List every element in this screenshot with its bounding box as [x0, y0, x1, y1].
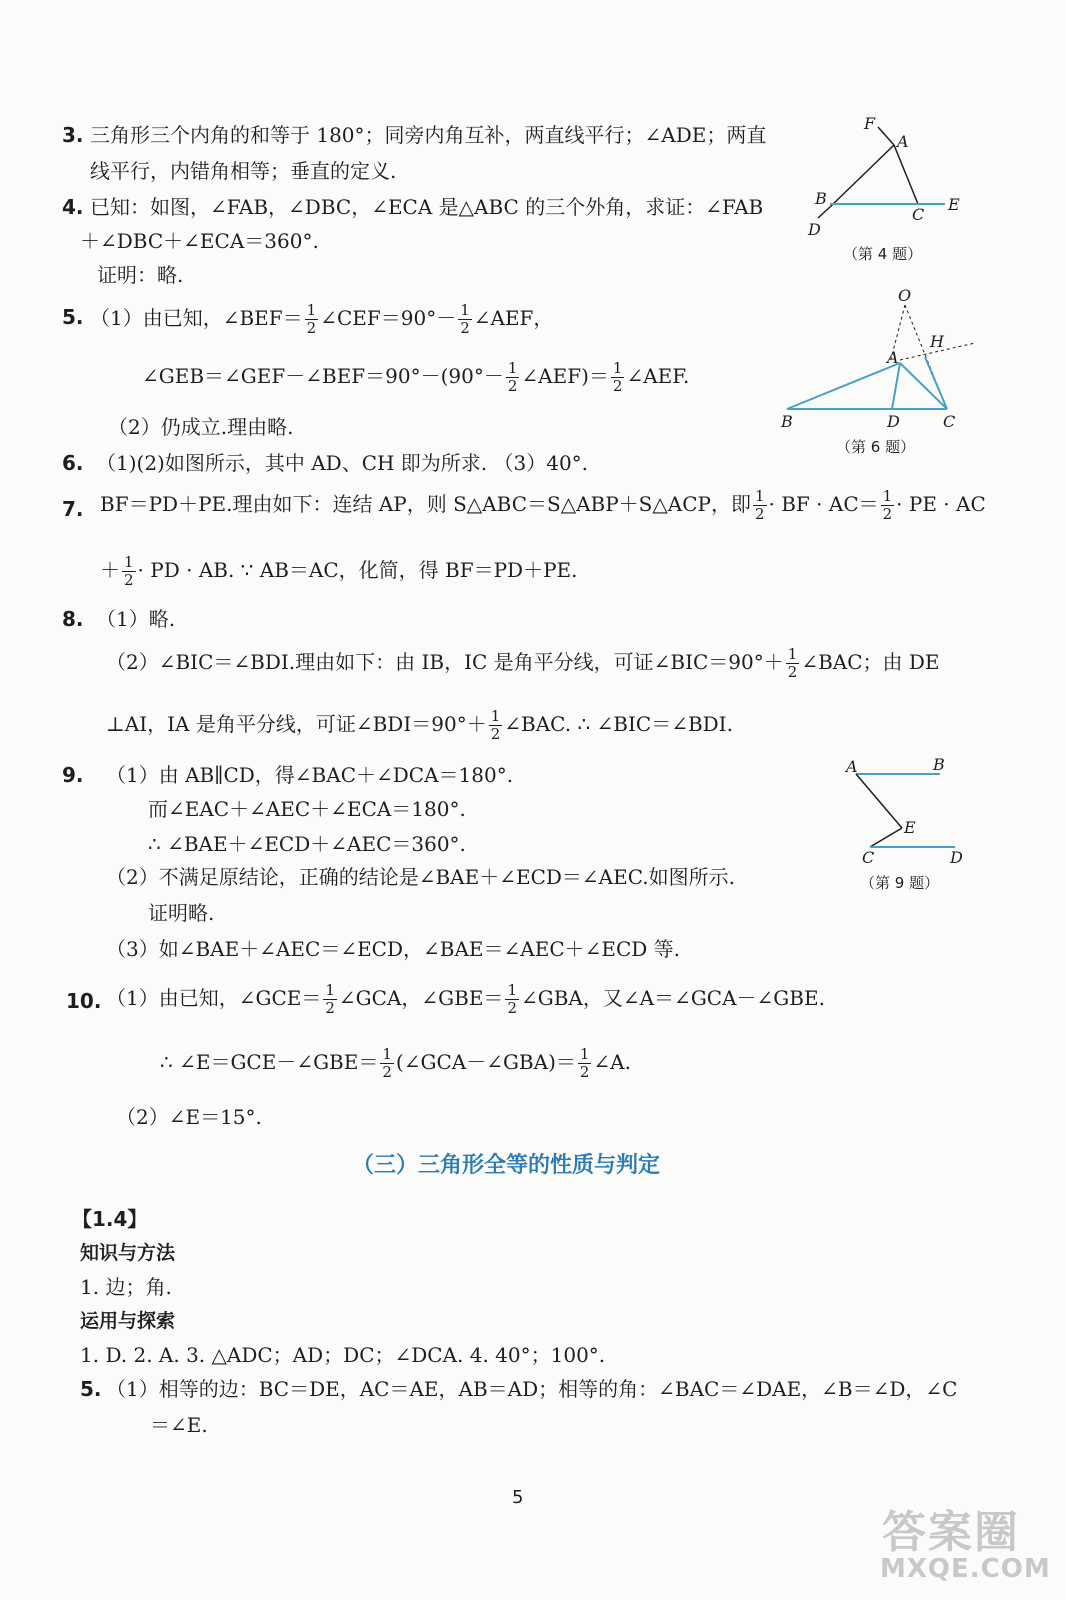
q5-number: 5.	[62, 305, 84, 329]
q9-line4: （2）不满足原结论，正确的结论是∠BAE＋∠ECD＝∠AEC.如图所示.	[106, 865, 736, 889]
s14-q5-line1: （1）相等的边：BC＝DE，AC＝AE，AB＝AD；相等的角：∠BAC＝∠DAE，∠B＝∠D，∠C	[106, 1377, 958, 1401]
fig6-caption: （第 6 题）	[836, 438, 916, 456]
section-title: （三）三角形全等的性质与判定	[352, 1153, 661, 1178]
fraction-half: $\frac{1}{2}$	[612, 359, 623, 395]
watermark-url: MXQE.COM	[880, 1554, 1051, 1584]
fraction-half: $\frac{1}{2}$	[490, 707, 501, 743]
q5-line1-a: （1）由已知，∠BEF＝	[90, 306, 303, 330]
fig4-label-B: B	[815, 189, 827, 208]
q5-line3: （2）仍成立.理由略.	[108, 415, 294, 439]
q7-line2	[100, 550, 578, 590]
q8-line2-a: （2）∠BIC＝∠BDI.理由如下：由 IB，IC 是角平分线，可证∠BIC＝90°＋	[106, 650, 784, 674]
page-number: 5	[512, 1487, 524, 1508]
section-tag: 【1.4】	[72, 1207, 148, 1231]
fig4-label-E: E	[948, 195, 960, 214]
q9-line5: 证明略.	[148, 901, 215, 925]
q3-number: 3.	[62, 123, 84, 147]
fig4-caption: （第 4 题）	[843, 245, 923, 263]
q5-line2-c: ∠AEF.	[626, 364, 690, 388]
q8-line2	[106, 642, 940, 682]
fraction-half: $\frac{1}{2}$	[382, 1045, 392, 1081]
q6-number: 6.	[62, 451, 84, 475]
q10-line2-a: ∴ ∠E＝GCE－∠GBE＝	[160, 1050, 379, 1074]
q9-line2: 而∠EAC＋∠AEC＋∠ECA＝180°.	[148, 797, 466, 821]
fig6-label-H: H	[930, 332, 944, 351]
fig4-label-C: C	[912, 205, 925, 224]
q10-line2-b: (∠GCA－∠GBA)＝	[395, 1050, 576, 1074]
fig9-label-B: B	[933, 755, 945, 774]
q10-line1-b: ∠GCA，∠GBE＝	[338, 986, 504, 1010]
q10-line3: （2）∠E＝15°.	[116, 1105, 262, 1129]
fraction-half: $\frac{1}{2}$	[579, 1045, 590, 1081]
q7-line2-plus: ＋	[100, 558, 120, 582]
fig6-label-O: O	[898, 286, 912, 305]
q10-number: 10.	[66, 989, 102, 1013]
s14-q1: 1. 边；角.	[80, 1275, 172, 1299]
q10-line2-c: ∠A.	[593, 1050, 631, 1074]
q5-line1-c: ∠AEF，	[473, 306, 554, 330]
q7-line1	[100, 484, 986, 524]
q8-line2-b: ∠BAC；由 DE	[801, 650, 940, 674]
q5-line2-b: ∠AEF)＝	[521, 364, 609, 388]
q10-line1-a: （1）由已知，∠GCE＝	[106, 986, 322, 1010]
fraction-half: $\frac{1}{2}$	[754, 487, 765, 523]
fig6-label-A: A	[887, 348, 899, 367]
s14-answers: 1. D. 2. A. 3. △ADC；AD；DC；∠DCA. 4. 40°；100°.	[80, 1343, 606, 1367]
fig4-label-F: F	[864, 114, 876, 133]
q7-line1-a: BF＝PD＋PE.理由如下：连结 AP，则 S△ABC＝S△ABP＋S△ACP，即	[100, 492, 751, 516]
q7-line2-e: · PD · AB. ∵ AB＝AC，化简，得 BF＝PD＋PE.	[137, 558, 578, 582]
q5-line2	[142, 356, 689, 396]
fraction-half: $\frac{1}{2}$	[882, 487, 893, 523]
q8-line3	[106, 704, 733, 744]
q9-line3: ∴ ∠BAE＋∠ECD＋∠AEC＝360°.	[148, 832, 466, 856]
q4-line3: 证明：略.	[97, 263, 184, 287]
fraction-half: $\frac{1}{2}$	[306, 301, 317, 337]
fraction-half: $\frac{1}{2}$	[787, 645, 798, 681]
q4-line2: ＋∠DBC＋∠ECA＝360°.	[80, 229, 319, 253]
fraction-half: $\frac{1}{2}$	[507, 359, 518, 395]
q8-line3-a: ⊥AI，IA 是角平分线，可证∠BDI＝90°＋	[106, 712, 487, 736]
fraction-half: $\frac{1}{2}$	[460, 301, 470, 337]
s14-q5-line2: ＝∠E.	[150, 1413, 208, 1437]
q4-number: 4.	[62, 195, 84, 219]
q9-line1: （1）由 AB∥CD，得∠BAC＋∠DCA＝180°.	[106, 763, 514, 787]
fig9-label-A: A	[846, 757, 858, 776]
q8-line1: （1）略.	[96, 607, 176, 631]
fig9-label-E: E	[904, 818, 916, 837]
q10-line2	[160, 1042, 631, 1082]
q3-line1: 三角形三个内角的和等于 180°；同旁内角互补，两直线平行；∠ADE；两直	[90, 123, 767, 147]
fig6-label-B: B	[781, 412, 793, 431]
q8-line3-b: ∠BAC. ∴ ∠BIC＝∠BDI.	[504, 712, 733, 736]
fig9-label-C: C	[862, 848, 875, 867]
q3-line2: 线平行，内错角相等；垂直的定义.	[90, 159, 397, 183]
fraction-half: $\frac{1}{2}$	[325, 981, 335, 1017]
q7-number: 7.	[62, 497, 84, 521]
watermark-logo: 答案圈	[882, 1507, 1020, 1558]
heading-apply-explore: 运用与探索	[80, 1310, 176, 1332]
q10-line1	[106, 978, 825, 1018]
q5-line1	[90, 298, 553, 338]
fig6-label-C: C	[943, 412, 956, 431]
fig4-label-D: D	[808, 220, 821, 239]
figure-6	[775, 285, 995, 435]
q10-line1-c: ∠GBA，又∠A＝∠GCA－∠GBE.	[520, 986, 825, 1010]
figure-9	[840, 750, 980, 870]
q4-line1: 已知：如图，∠FAB，∠DBC，∠ECA 是△ABC 的三个外角，求证：∠FAB	[90, 195, 764, 219]
q5-line2-a: ∠GEB＝∠GEF－∠BEF＝90°－(90°－	[142, 364, 504, 388]
fig9-caption: （第 9 题）	[860, 874, 940, 892]
q7-line1-c: · PE · AC	[896, 492, 986, 516]
q7-line1-b: · BF · AC＝	[768, 492, 879, 516]
q6-line: （1)(2)如图所示，其中 AD、CH 即为所求. （3）40°.	[96, 451, 589, 475]
heading-knowledge-method: 知识与方法	[80, 1242, 176, 1264]
fraction-half: $\frac{1}{2}$	[507, 981, 517, 1017]
s14-q5-number: 5.	[80, 1377, 102, 1401]
q9-line6: （3）如∠BAE＋∠AEC＝∠ECD，∠BAE＝∠AEC＋∠ECD 等.	[106, 937, 681, 961]
fraction-half: $\frac{1}{2}$	[124, 553, 134, 589]
fig4-label-A: A	[897, 132, 909, 151]
q9-number: 9.	[62, 763, 84, 787]
fig6-label-D: D	[887, 412, 900, 431]
fig9-label-D: D	[950, 848, 963, 867]
q8-number: 8.	[62, 607, 84, 631]
q5-line1-b: ∠CEF＝90°－	[320, 306, 457, 330]
